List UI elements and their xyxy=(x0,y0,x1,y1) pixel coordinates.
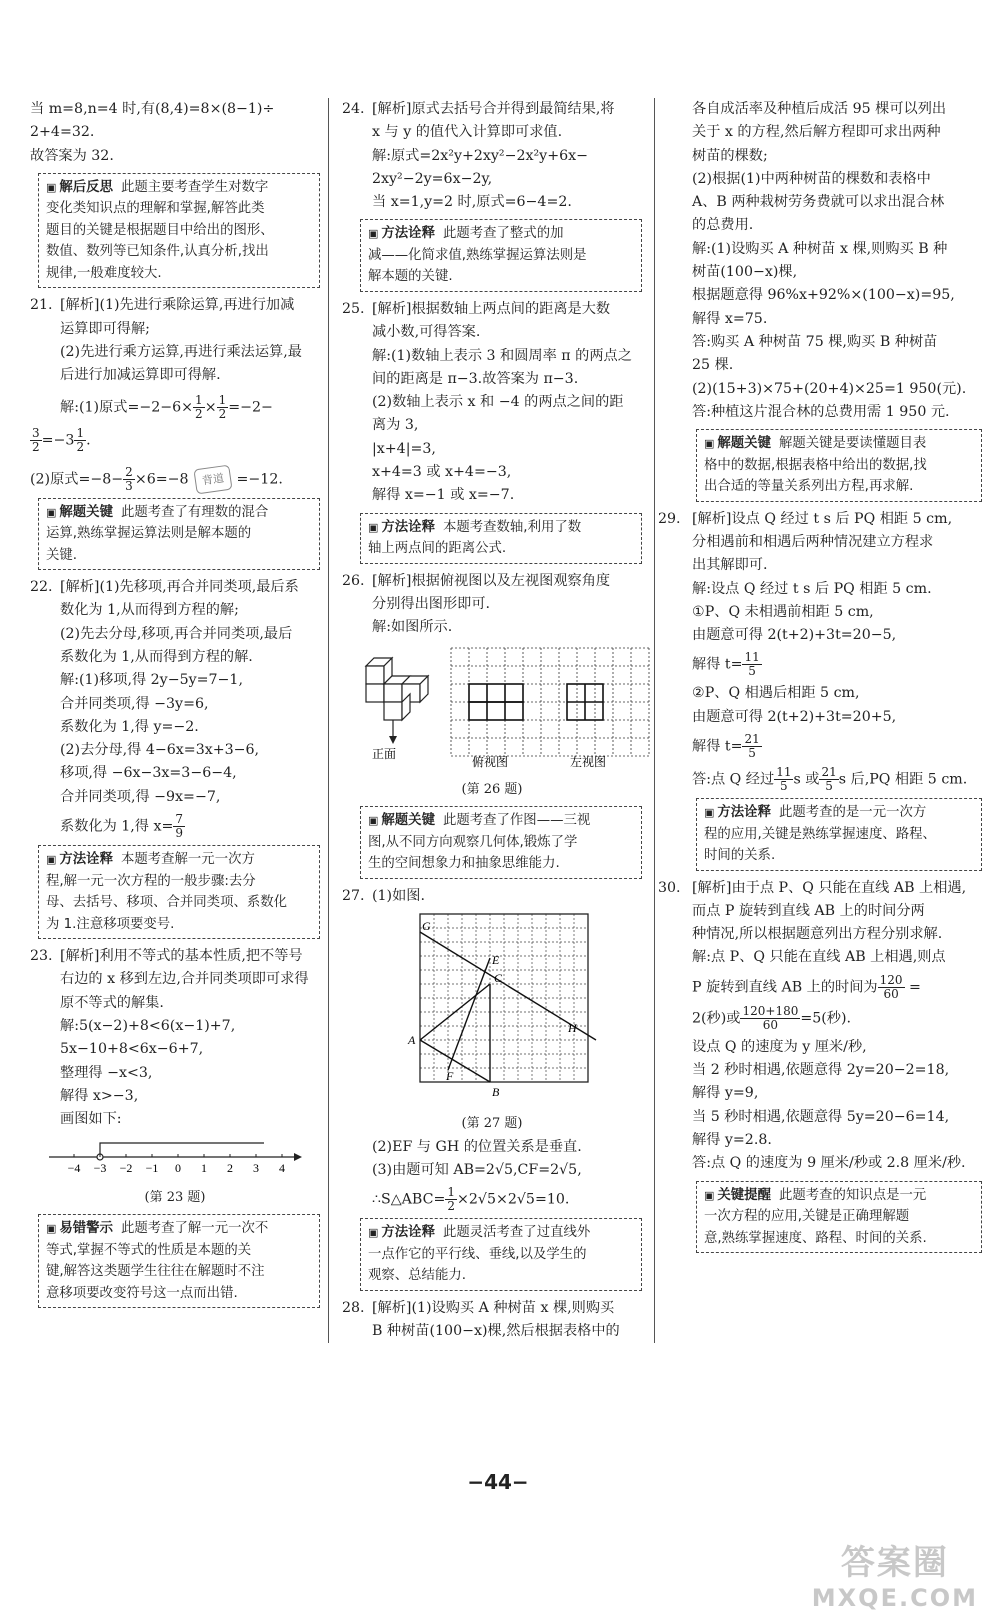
fraction-numerator: 7 xyxy=(175,812,184,827)
note-tag: ▣ 解题关键 xyxy=(46,502,113,524)
text-line: [解析]原式去括号合并得到最简结果,将 xyxy=(372,101,615,117)
text-line: 设点 Q 的速度为 y 厘米/秒, xyxy=(692,1038,867,1055)
note-line: 图,从不同方向观察几何体,锻炼了学 xyxy=(368,834,578,850)
column-separator-1 xyxy=(328,98,329,1343)
text: 解得 t= xyxy=(692,656,743,673)
fraction xyxy=(173,813,185,840)
note-line: 此题考查了作图——三视 xyxy=(442,813,591,829)
left-view-label: 左视图 xyxy=(570,754,607,769)
note-box-method xyxy=(360,219,642,292)
text-line: 出其解即可. xyxy=(692,557,768,574)
text-line: 解得 x=−1 或 x=−7. xyxy=(372,487,515,504)
text-line: 5x−10+8<6x−6+7, xyxy=(60,1041,204,1058)
note-line: 程的应用,关键是熟练掌握速度、路程、 xyxy=(704,826,936,842)
fraction-denominator: 60 xyxy=(883,986,899,1001)
question-30: 30. [解析]由于点 P、Q 只能在直线 AB 上相遇, 而点 P 旋转到直线 AB 上的时间分两 种情况,所以根据题意列出方程分别求解. 解:点 P、Q 只能在直线 AB 上相遇,则点 P 旋转到直线 AB 上的时间为 $\frac{120}{60}$ = 2(秒)或 $\frac{120+180}{60}$ =5(秒). 设点 Q 的速度为 y 厘米/秒, 当 2 秒时相遇,依题意得 2y=20−2=18, 解得 y=9, 当 5 秒时相遇,依题意得 5y=20−6=14, 解得 y=2.8. 答:点 Q 的速度为 9 厘米/秒或 2.8 厘米/秒. xyxy=(692,877,982,1176)
text-line: 移项,得 −6x−3x=3−6−4, xyxy=(60,765,237,782)
note-box-reflection xyxy=(38,173,320,289)
note-line: 键,解答这类题学生往往在解题时不注 xyxy=(46,1264,265,1280)
text-line: 种情况,所以根据题意列出方程分别求解. xyxy=(692,926,943,943)
column-2 xyxy=(342,98,642,1343)
text-line: 根据题意得 96%x+92%×(100−x)=95, xyxy=(692,287,955,304)
text-line: [解析]由于点 P、Q 只能在直线 AB 上相遇, xyxy=(692,879,967,896)
note-line: 母、去括号、移项、合并同类项、系数化 xyxy=(46,895,288,911)
question-28-continued xyxy=(692,98,982,424)
text: s 或 xyxy=(793,771,820,788)
note-line: 程,解一元一次方程的一般步骤:去分 xyxy=(46,873,256,889)
text: s 后,PQ 相距 5 cm. xyxy=(838,771,968,788)
label-g: G xyxy=(422,918,431,933)
text-line: [解析]根据数轴上两点间的距离是大数 xyxy=(372,300,611,317)
tick-label: 1 xyxy=(201,1161,207,1176)
fraction-numerator: 1 xyxy=(447,1185,455,1200)
text: ×2√5×2√5=10. xyxy=(456,1191,570,1208)
text: 解:(1)原式=−2−6× xyxy=(60,399,194,416)
text-line: 合并同类项,得 −3y=6, xyxy=(60,695,209,712)
text-line: 树苗(100−x)棵, xyxy=(692,264,798,281)
text-line: 25 棵. xyxy=(692,357,734,374)
note-line: 此题灵活考查了过直线外 xyxy=(442,1225,591,1241)
text-line: 当 x=1,y=2 时,原式=6−4=2. xyxy=(372,194,572,211)
text-line: ①P、Q 未相遇前相距 5 cm, xyxy=(692,603,874,620)
fraction-numerator: 11 xyxy=(744,650,760,665)
fraction-numerator: 21 xyxy=(744,732,760,747)
note-line: 为 1.注意移项要变号. xyxy=(46,916,175,932)
text-line: 解:如图所示. xyxy=(372,619,453,636)
text-line: 画图如下: xyxy=(60,1111,122,1128)
fraction xyxy=(742,733,761,760)
tick-label: 0 xyxy=(175,1161,181,1176)
text-line: ②P、Q 相遇后相距 5 cm, xyxy=(692,685,860,702)
text-line: 整理得 −x<3, xyxy=(60,1064,153,1081)
text-line: 解:点 P、Q 只能在直线 AB 上相遇,则点 xyxy=(692,949,946,966)
text-line: 分别得出图形即可. xyxy=(372,595,491,612)
fraction-denominator: 2 xyxy=(218,406,227,421)
fraction xyxy=(123,466,135,493)
fraction-numerator: 1 xyxy=(76,425,85,440)
text-line: 答:种植这片混合林的总费用需 1 950 元. xyxy=(692,403,950,420)
text-line: 解:设点 Q 经过 t s 后 PQ 相距 5 cm. xyxy=(692,580,932,597)
text: ×6=−8 xyxy=(134,471,189,488)
note-line: 观察、总结能力. xyxy=(368,1268,466,1284)
tick-label: −2 xyxy=(119,1161,133,1176)
question-23 xyxy=(30,945,320,1131)
fraction-denominator: 2 xyxy=(32,439,40,454)
tick-label: −1 xyxy=(145,1161,159,1176)
question-28 xyxy=(342,1297,642,1344)
note-box-method xyxy=(696,798,982,871)
fraction xyxy=(217,394,229,421)
figure-caption: (第 23 题) xyxy=(144,1189,206,1205)
text-line: 解:(1)移项,得 2y−5y=7−1, xyxy=(60,672,243,689)
note-line: 题目的关键是根据题目中给出的图形、 xyxy=(46,222,274,238)
text-line: (2)先进行乘方运算,再进行乘法运算,最 xyxy=(60,343,302,360)
note-line: 解本题的关键. xyxy=(368,269,453,285)
grid-construction-figure xyxy=(342,912,642,1100)
text-line: (3)由题可知 AB=2√5,CF=2√5, xyxy=(372,1161,582,1178)
note-line: 时间的关系. xyxy=(704,848,776,864)
note-tag: ▣ 关键提醒 xyxy=(704,1185,771,1207)
note-box-key xyxy=(360,806,642,879)
text-line: 离为 3, xyxy=(372,417,419,434)
number-line-figure xyxy=(44,1135,304,1177)
text-line: 分相遇前和相遇后两种情况建立方程求 xyxy=(692,533,934,550)
note-line: 本题考查数轴,利用了数 xyxy=(442,519,582,535)
text-line: (2)(15+3)×75+(20+4)×25=1 950(元). xyxy=(692,380,967,397)
note-tag: ▣ 方法诠释 xyxy=(368,223,435,245)
text-line: (2)去分母,得 4−6x=3x+3−6, xyxy=(60,742,260,759)
text-line: 的总费用. xyxy=(692,217,754,234)
text-line: 2+4=32. xyxy=(30,124,95,141)
note-box-key xyxy=(696,429,982,502)
question-number: 25. xyxy=(342,300,365,317)
text-line: 关于 x 的方程,然后解方程即可求出两种 xyxy=(692,124,941,141)
text-line: (2)先去分母,移项,再合并同类项,最后 xyxy=(60,625,293,642)
fraction-denominator: 5 xyxy=(780,779,788,794)
note-line: 此题考查了整式的加 xyxy=(442,226,564,242)
text-line: [解析](1)设购买 A 种树苗 x 棵,则购买 xyxy=(372,1299,615,1316)
text-line: (1)如图. xyxy=(372,887,425,904)
question-26 xyxy=(342,570,642,640)
note-box-method xyxy=(360,1218,642,1291)
column-3 xyxy=(658,98,982,1259)
text: P 旋转到直线 AB 上的时间为 xyxy=(692,979,878,996)
text-line: 减小数,可得答案. xyxy=(372,324,481,341)
tick-label: 2 xyxy=(227,1161,233,1176)
watermark-url: MXQE.COM xyxy=(811,1584,978,1612)
stamp-mark: 背道 xyxy=(193,465,232,495)
fraction-denominator: 60 xyxy=(762,1017,779,1032)
text-line: 故答案为 32. xyxy=(30,147,114,164)
fraction xyxy=(30,427,42,454)
text-line: A、B 两种栽树劳务费就可以求出混合林 xyxy=(692,194,945,211)
note-tag: ▣ 易错警示 xyxy=(46,1218,113,1240)
question-25 xyxy=(342,298,642,508)
question-27 xyxy=(342,885,642,908)
front-label: 正面 xyxy=(372,746,397,761)
top-view-label: 俯视图 xyxy=(472,754,509,769)
text-line: (2)数轴上表示 x 和 −4 的两点之间的距 xyxy=(372,394,624,411)
column-separator-2 xyxy=(654,98,655,1343)
text-line: [解析](1)先移项,再合并同类项,最后系 xyxy=(60,579,299,596)
note-line: 规律,一般难度较大. xyxy=(46,265,162,281)
text-line: 答:点 Q 的速度为 9 厘米/秒或 2.8 厘米/秒. xyxy=(692,1155,966,1172)
text-line: 后进行加减运算即可得解. xyxy=(60,367,221,384)
text-line: 各自成活率及种植后成活 95 棵可以列出 xyxy=(692,101,947,117)
watermark-title: 答案圈 xyxy=(840,1543,949,1583)
note-tag: ▣ 解题关键 xyxy=(368,810,435,832)
question-number: 29. xyxy=(658,510,681,527)
question-29 xyxy=(658,508,982,794)
question-21 xyxy=(30,294,320,492)
text-line: 而点 P 旋转到直线 AB 上的时间分两 xyxy=(692,902,925,919)
column-1 xyxy=(30,98,320,1314)
note-line: 此题主要考查学生对数字 xyxy=(120,179,269,195)
question-number: 21. xyxy=(30,297,53,314)
fraction-denominator: 5 xyxy=(748,746,756,761)
question-number: 22. xyxy=(30,579,53,596)
text-line: 由题意可得 2(t+2)+3t=20+5, xyxy=(692,708,897,725)
text-line: 由题意可得 2(t+2)+3t=20−5, xyxy=(692,627,897,644)
label-b: B xyxy=(492,1084,500,1099)
three-view-figure xyxy=(364,644,654,772)
fraction-denominator: 2 xyxy=(447,1199,455,1214)
text-line: [解析]利用不等式的基本性质,把不等号 xyxy=(60,948,303,965)
text: =−3 xyxy=(41,432,75,449)
text: 答:点 Q 经过 xyxy=(692,771,775,788)
text-line: 解:(1)设购买 A 种树苗 x 棵,则购买 B 种 xyxy=(692,240,948,257)
text-line: 合并同类项,得 −9x=−7, xyxy=(60,788,221,805)
label-h: H xyxy=(568,1020,577,1035)
tick-label: 4 xyxy=(279,1161,285,1176)
question-24 xyxy=(342,98,642,214)
fraction-numerator: 1 xyxy=(218,392,227,407)
text: =−2− xyxy=(228,399,273,416)
text-line: 系数化为 1,得 y=−2. xyxy=(60,718,199,735)
figure-caption: (第 27 题) xyxy=(461,1116,523,1132)
question-number: 30. xyxy=(658,879,681,896)
note-line: 数值、数列等已知条件,认真分析,找出 xyxy=(46,244,269,260)
question-22 xyxy=(30,576,320,840)
note-line: 减——化简求值,熟练掌握运算法则是 xyxy=(368,247,587,263)
text: 解得 t= xyxy=(692,738,743,755)
note-box-method xyxy=(38,845,320,939)
figure-caption: (第 26 题) xyxy=(461,781,523,797)
text-line: 答:购买 A 种树苗 75 棵,购买 B 种树苗 xyxy=(692,333,938,350)
note-line: 一次方程的应用,关键是正确理解题 xyxy=(704,1209,910,1224)
note-line: 此题考查的知识点是一元 xyxy=(778,1187,927,1203)
text-line: 解得 y=9, xyxy=(692,1085,759,1102)
question-number: 27. xyxy=(342,887,365,904)
fraction xyxy=(193,394,205,421)
note-box-key xyxy=(38,498,320,571)
note-tag: ▣ 解后反思 xyxy=(46,177,113,199)
tick-label: 3 xyxy=(253,1161,259,1176)
fraction xyxy=(742,651,761,678)
text-line: 2xy²−2y=6x−2y, xyxy=(372,170,493,187)
text-line: (2)根据(1)中两种树苗的棵数和表格中 xyxy=(692,170,931,187)
note-line: 解题关键是要读懂题目表 xyxy=(778,436,927,452)
question-number: 24. xyxy=(342,101,365,117)
question-number: 23. xyxy=(30,948,53,965)
fraction-denominator: 5 xyxy=(748,664,756,679)
note-line: 意,熟练掌握速度、路程、时间的关系. xyxy=(704,1230,927,1246)
text-line: 当 5 秒时相遇,依题意得 5y=20−6=14, xyxy=(692,1108,950,1125)
question-number: 26. xyxy=(342,572,365,589)
text: (2)原式=−8− xyxy=(30,471,124,488)
fraction-numerator: 1 xyxy=(195,392,203,407)
note-line: 一点作它的平行线、垂线,以及学生的 xyxy=(368,1246,587,1262)
note-line: 意移项要改变符号这一点而出错. xyxy=(46,1285,238,1301)
text-line: 数化为 1,从而得到方程的解; xyxy=(60,602,239,619)
fraction-denominator: 2 xyxy=(76,439,85,454)
question-number: 28. xyxy=(342,1299,365,1316)
text-line: [解析]设点 Q 经过 t s 后 PQ 相距 5 cm, xyxy=(692,510,953,527)
fraction-denominator: 9 xyxy=(175,826,184,841)
text-line: 当 m=8,n=4 时,有(8,4)=8×(8−1)÷ xyxy=(30,101,275,117)
note-tag: ▣ 方法诠释 xyxy=(704,802,771,824)
text-line: 系数化为 1,从而得到方程的解. xyxy=(60,648,253,665)
label-c: C xyxy=(494,970,503,985)
fraction-denominator: 2 xyxy=(195,406,203,421)
fraction xyxy=(445,1186,457,1213)
text-line: [解析](1)先进行乘除运算,再进行加减 xyxy=(60,297,295,314)
text-line: 树苗的棵数; xyxy=(692,147,768,164)
note-line: 等式,掌握不等式的性质是本题的关 xyxy=(46,1242,252,1258)
fraction-numerator: 120+180 xyxy=(742,1003,799,1018)
note-line: 关键. xyxy=(46,547,78,563)
note-line: 格中的数据,根据表格中给出的数据,找 xyxy=(704,457,927,473)
text-line: 间的距离是 π−3.故答案为 π−3. xyxy=(372,370,579,387)
note-tag: ▣ 解题关键 xyxy=(704,433,771,455)
fraction-denominator: 3 xyxy=(125,478,133,493)
fraction xyxy=(819,766,838,793)
note-box-method xyxy=(360,513,642,564)
text-line: x+4=3 或 x+4=−3, xyxy=(372,464,512,481)
text-line: 解得 x=75. xyxy=(692,310,768,327)
label-f: F xyxy=(446,1068,454,1083)
note-tag: ▣ 方法诠释 xyxy=(46,849,113,871)
note-line: 轴上两点间的距离公式. xyxy=(368,541,507,557)
text-line: 解:5(x−2)+8<6(x−1)+7, xyxy=(60,1017,236,1034)
fraction xyxy=(74,427,86,454)
text-line: 解得 y=2.8. xyxy=(692,1131,772,1148)
fraction-numerator: 11 xyxy=(776,765,792,780)
text: . xyxy=(86,432,91,449)
text-line: 解:原式=2x²y+2xy²−2x²y+6x− xyxy=(372,147,588,164)
note-line: 出合适的等量关系列出方程,再求解. xyxy=(704,479,914,495)
note-line: 此题考查的是一元一次方 xyxy=(778,805,927,821)
text-line: x 与 y 的值代入计算即可求值. xyxy=(372,124,563,141)
watermark-logo xyxy=(812,1535,978,1612)
text-line: 右边的 x 移到左边,合并同类项即可求得 xyxy=(60,971,309,988)
text: 2(秒)或 xyxy=(692,1010,741,1027)
fraction xyxy=(740,1005,800,1032)
note-box-warning xyxy=(38,1214,320,1308)
fraction-numerator: 120 xyxy=(879,972,903,987)
text: =5(秒). xyxy=(800,1010,852,1027)
text: 系数化为 1,得 x= xyxy=(60,818,174,835)
tick-label: −4 xyxy=(67,1161,81,1176)
tick-label: −3 xyxy=(93,1161,107,1176)
note-line: 此题考查了解一元一次不 xyxy=(120,1221,269,1237)
fraction-numerator: 21 xyxy=(821,765,837,780)
label-a: A xyxy=(408,1032,416,1047)
text-line: [解析]根据俯视图以及左视图观察角度 xyxy=(372,572,611,589)
note-line: 变化类知识点的理解和掌握,解答此类 xyxy=(46,201,265,217)
text: × xyxy=(204,399,217,416)
text: =−12. xyxy=(236,471,283,488)
text: ∴S△ABC= xyxy=(372,1191,446,1208)
fraction xyxy=(774,766,793,793)
text-line: 解得 x>−3, xyxy=(60,1087,139,1104)
text-line: 当 2 秒时相遇,依题意得 2y=20−2=18, xyxy=(692,1062,950,1079)
note-tag: ▣ 方法诠释 xyxy=(368,517,435,539)
text-line: 运算即可得解; xyxy=(60,320,150,337)
fraction-numerator: 3 xyxy=(32,425,40,440)
fraction-denominator: 5 xyxy=(825,779,833,794)
fraction xyxy=(878,974,905,1001)
note-box-reminder xyxy=(696,1181,982,1254)
text-line: |x+4|=3, xyxy=(372,440,436,457)
note-line: 此题考查了有理数的混合 xyxy=(120,504,269,520)
note-line: 本题考查解一元一次方 xyxy=(120,852,255,868)
fraction-numerator: 2 xyxy=(125,464,133,479)
page-number: −44− xyxy=(467,1470,529,1494)
label-e: E xyxy=(492,952,500,967)
text-line: 原不等式的解集. xyxy=(60,994,164,1011)
text-line: 解:(1)数轴上表示 3 和圆周率 π 的两点之 xyxy=(372,347,632,364)
note-line: 生的空间想象力和抽象思维能力. xyxy=(368,856,560,872)
text-line: B 种树苗(100−x)棵,然后根据表格中的 xyxy=(372,1322,620,1339)
text-line: (2)EF 与 GH 的位置关系是垂直. xyxy=(372,1138,582,1155)
note-line: 运算,熟练掌握运算法则是解本题的 xyxy=(46,526,252,542)
note-tag: ▣ 方法诠释 xyxy=(368,1222,435,1244)
